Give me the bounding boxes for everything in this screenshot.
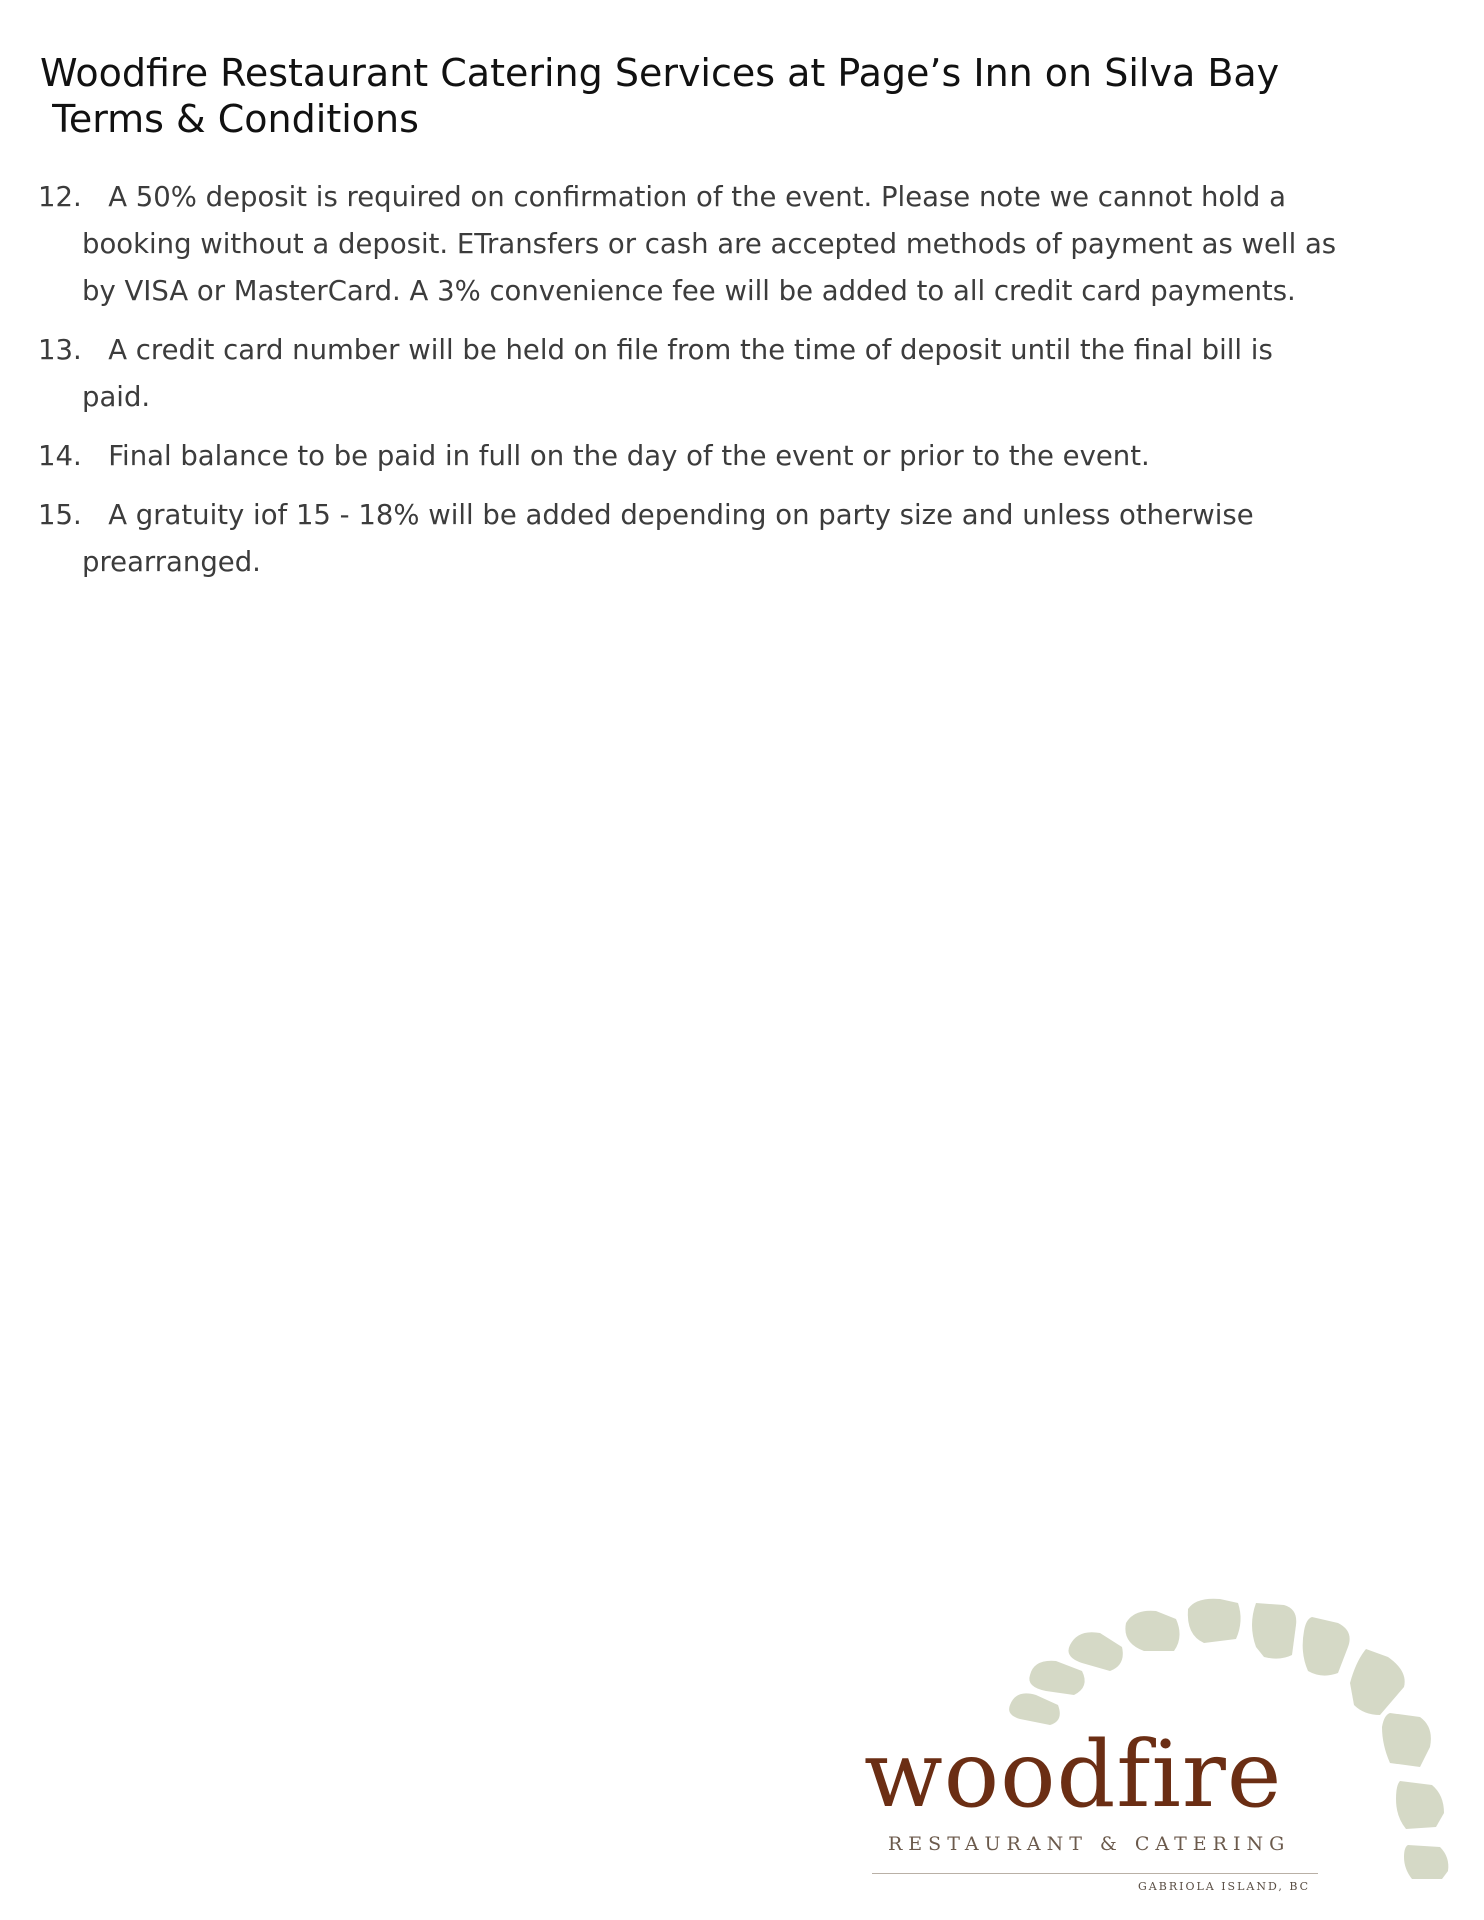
term-text: A 50% deposit is required on confirmation of the event. Please note we cannot hold a booking without a deposit. ETransfers or cash are accepted methods of payment as well as by VISA or MasterCard. A 3% convenience fee will be added to all credit card payments. <box>82 181 1337 307</box>
title-line-2: Terms & Conditions <box>40 97 419 141</box>
term-item <box>38 174 1338 315</box>
term-item <box>38 492 1338 586</box>
page-title <box>40 50 1420 142</box>
logo-wordmark: woodfire <box>864 1721 1283 1828</box>
term-number: 15. <box>38 499 82 531</box>
logo-location: GABRIOLA ISLAND, BC <box>1138 1880 1311 1893</box>
woodfire-logo <box>860 1595 1460 1895</box>
logo-divider <box>872 1873 1318 1874</box>
terms-list <box>38 174 1338 598</box>
term-number: 13. <box>38 334 82 366</box>
term-number: 14. <box>38 440 82 472</box>
term-item <box>38 327 1338 421</box>
term-text: A gratuity iof 15 - 18% will be added depending on party size and unless otherwise prearranged. <box>82 499 1254 578</box>
term-text: A credit card number will be held on file from the time of deposit until the final bill is paid. <box>82 334 1273 413</box>
term-text: Final balance to be paid in full on the day of the event or prior to the event. <box>108 440 1150 472</box>
title-line-1: Woodfire Restaurant Catering Services at Page’s Inn on Silva Bay <box>40 51 1280 95</box>
logo-subtitle: RESTAURANT & CATERING <box>888 1833 1291 1855</box>
term-number: 12. <box>38 181 82 213</box>
term-item <box>38 433 1338 480</box>
